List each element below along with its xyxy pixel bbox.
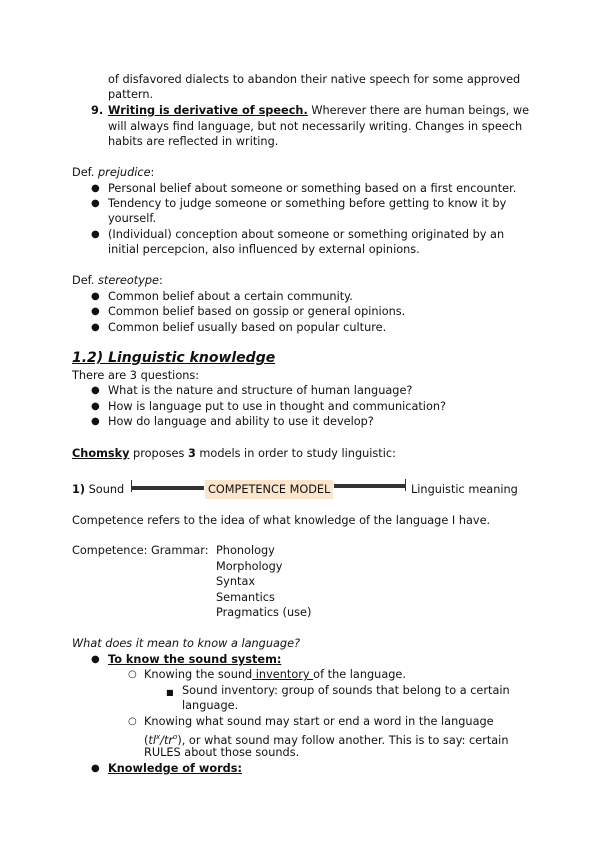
def-prefix: Def. xyxy=(72,166,98,179)
stereotype-item-3: Common belief usually based on popular culture. xyxy=(108,321,387,334)
sound-sub1 xyxy=(144,667,406,682)
bullet-icon: ● xyxy=(91,416,100,427)
def-prejudice-heading xyxy=(72,165,154,180)
question-3: How do language and ability to use it develop? xyxy=(108,415,374,428)
stereotype-item-2: Common belief based on gossip or general opinions. xyxy=(108,305,406,318)
prejudice-item-3-line1: (Individual) conception about someone or something originated by an xyxy=(108,228,505,241)
prejudice-item-3-line2: initial percepcion, also influenced by external opinions. xyxy=(108,243,420,256)
sub2-tr: /tr xyxy=(160,733,174,747)
bullet-icon: ● xyxy=(91,654,100,665)
def-term: prejudice xyxy=(98,166,151,179)
square-bullet-icon: ■ xyxy=(166,688,174,697)
words-heading: Knowledge of words: xyxy=(108,762,243,775)
item8-line2: pattern. xyxy=(108,88,154,101)
model-line xyxy=(72,482,124,497)
grammar-item-5: Pragmatics (use) xyxy=(216,606,312,619)
sub2-paren: ( xyxy=(144,733,149,747)
bullet-icon: ● xyxy=(91,322,100,333)
grammar-item-2: Morphology xyxy=(216,560,283,573)
def-term: stereotype xyxy=(98,274,160,287)
model-right: Linguistic meaning xyxy=(411,483,518,496)
sub2-tl: tl xyxy=(148,733,156,747)
sub2-sup2: o xyxy=(173,733,178,741)
grammar-item-3: Syntax xyxy=(216,575,256,588)
hollow-bullet-icon: ○ xyxy=(128,669,137,680)
bullet-icon: ● xyxy=(91,385,100,396)
sound-sub2-line3: RULES about those sounds. xyxy=(144,746,300,759)
sub1-before: Knowing the sound xyxy=(144,668,253,681)
def-prefix: Def. xyxy=(72,274,98,287)
bullet-icon: ● xyxy=(91,306,100,317)
prejudice-item-2-line1: Tendency to judge someone or something before getting to know it by xyxy=(108,197,507,210)
bullet-icon: ● xyxy=(91,763,100,774)
def-suffix: : xyxy=(159,274,163,287)
model-left: Sound xyxy=(88,483,125,496)
question-2: How is language put to use in thought and communication? xyxy=(108,400,447,413)
sub2-sup1: x xyxy=(156,733,161,741)
question-1: What is the nature and structure of human language? xyxy=(108,384,413,397)
sound-sub2-line1: Knowing what sound may start or end a word in the language xyxy=(144,715,494,728)
chomsky-name: Chomsky xyxy=(72,447,130,460)
chomsky-text1: proposes xyxy=(129,447,188,460)
chomsky-text2: models in order to study linguistic: xyxy=(195,447,396,460)
item9-line2: will always find language, but not necessarily writing. Changes in speech xyxy=(108,120,523,133)
item9-line1 xyxy=(108,103,529,118)
subsub-line2: language. xyxy=(182,699,239,712)
item9-line3: habits are reflected in writing. xyxy=(108,135,279,148)
bullet-icon: ● xyxy=(91,401,100,412)
def-stereotype-heading xyxy=(72,273,163,288)
item9-number: 9. xyxy=(91,104,104,117)
section-intro: There are 3 questions: xyxy=(72,369,200,382)
grammar-label: Competence: Grammar: xyxy=(72,544,209,557)
chomsky-line xyxy=(72,446,396,461)
arrow-right-bar xyxy=(334,484,406,488)
model-number: 1) xyxy=(72,483,86,496)
bullet-icon: ● xyxy=(91,229,100,240)
section-title: 1.2) Linguistic knowledge xyxy=(72,350,276,366)
item8-line1: of disfavored dialects to abandon their native speech for some approved xyxy=(108,73,521,86)
prejudice-item-1: Personal belief about someone or something based on a first encounter. xyxy=(108,182,517,195)
def-suffix: : xyxy=(150,166,155,179)
stereotype-item-1: Common belief about a certain community. xyxy=(108,290,353,303)
prejudice-item-2-line2: yourself. xyxy=(108,212,157,225)
subsub-line1: Sound inventory: group of sounds that belong to a certain xyxy=(182,684,510,697)
item9-line1-rest: Wherever there are human beings, we xyxy=(307,104,530,117)
sub1-inventory: inventory xyxy=(252,668,314,681)
sound-system-heading: To know the sound system: xyxy=(108,653,282,666)
question-heading: What does it mean to know a language? xyxy=(72,637,301,650)
hollow-bullet-icon: ○ xyxy=(128,716,137,727)
arrow-left-bar xyxy=(131,486,204,490)
item9-heading: Writing is derivative of speech. xyxy=(108,104,308,117)
bullet-icon: ● xyxy=(91,291,100,302)
grammar-item-1: Phonology xyxy=(216,544,275,557)
sub1-after: of the language. xyxy=(313,668,406,681)
sub2-rest: ), or what sound may follow another. This is to say: certain xyxy=(177,733,509,747)
competence-model-box: COMPETENCE MODEL xyxy=(205,480,333,499)
bullet-icon: ● xyxy=(91,183,100,194)
grammar-item-4: Semantics xyxy=(216,591,275,604)
chomsky-count: 3 xyxy=(187,447,196,460)
bullet-icon: ● xyxy=(91,198,100,209)
competence-text: Competence refers to the idea of what knowledge of the language I have. xyxy=(72,514,491,527)
arrow-right-tick xyxy=(405,479,406,491)
